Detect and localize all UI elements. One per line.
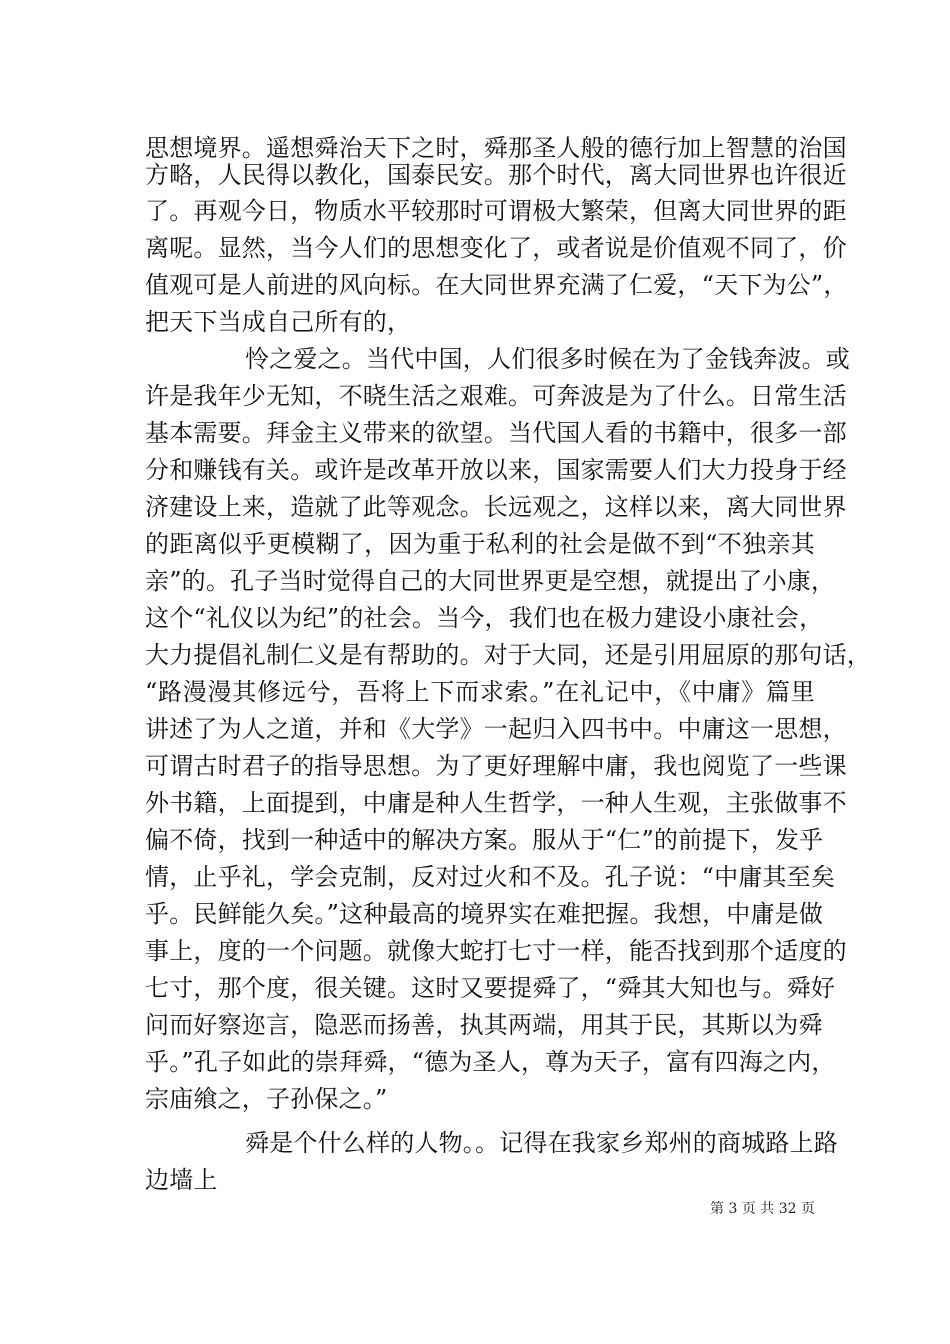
text-line: 讲述了为人之道，并和《大学》一起归入四书中。中庸这一思想， (145, 715, 847, 743)
text-line: 宗庙飨之，子孙保之。” (145, 1085, 388, 1113)
text-line: 边墙上 (145, 1166, 218, 1194)
text-line: 外书籍，上面提到，中庸是种人生哲学，一种人生观，主张做事不 (145, 789, 847, 817)
text-line: 问而好察迩言，隐恶而扬善，执其两端，用其于民，其斯以为舜 (145, 1011, 823, 1039)
text-line: 亲”的。孔子当时觉得自己的大同世界更是空想，就提出了小康， (145, 567, 836, 595)
text-line: 离呢。显然，当今人们的思想变化了，或者说是价值观不同了，价 (145, 234, 847, 262)
text-line: 思想境界。遥想舜治天下之时，舜那圣人般的德行加上智慧的治国 (145, 134, 847, 162)
text-line: 许是我年少无知，不晓生活之艰难。可奔波是为了什么。日常生活 (145, 382, 847, 410)
paragraph-first-line: 舜是个什么样的人物。。记得在我家乡郑州的商城路上路 (245, 1129, 838, 1157)
text-line: 基本需要。拜金主义带来的欲望。当代国人看的书籍中，很多一部 (145, 419, 847, 447)
text-line: 情，止乎礼，学会克制，反对过火和不及。孔子说：“中庸其至矣 (145, 863, 836, 891)
text-line: 七寸，那个度，很关键。这时又要提舜了，“舜其大知也与。舜好 (145, 974, 836, 1002)
text-line: 可谓古时君子的指导思想。为了更好理解中庸，我也阅览了一些课 (145, 752, 847, 780)
text-line: 了。再观今日，物质水平较那时可谓极大繁荣，但离大同世界的距 (145, 197, 847, 225)
text-line: 把天下当成自己所有的， (145, 308, 412, 336)
text-line: 这个“礼仪以为纪”的社会。当今，我们也在极力建设小康社会， (145, 604, 824, 632)
text-line: 分和赚钱有关。或许是改革开放以来，国家需要人们大力投身于经 (145, 456, 847, 484)
page-number-footer: 第 3 页 共 32 页 (710, 1201, 815, 1217)
text-line: 济建设上来，造就了此等观念。长远观之，这样以来，离大同世界 (145, 493, 847, 521)
text-line: 的距离似乎更模糊了，因为重于私利的社会是做不到“不独亲其 (145, 530, 815, 558)
text-line: 偏不倚，找到一种适中的解决方案。服从于“仁”的前提下，发乎 (145, 826, 824, 854)
text-line: “路漫漫其修远兮，吾将上下而求索。”在礼记中，《中庸》篇里 (145, 678, 815, 706)
text-line: 方略，人民得以教化，国泰民安。那个时代，离大同世界也许很近 (145, 161, 847, 189)
text-line: 大力提倡礼制仁义是有帮助的。对于大同，还是引用屈原的那句话， (145, 641, 871, 669)
paragraph-first-line: 怜之爱之。当代中国，人们很多时候在为了金钱奔波。或 (245, 345, 850, 373)
text-line: 值观可是人前进的风向标。在大同世界充满了仁爱，“天下为公”， (145, 271, 848, 299)
text-line: 事上，度的一个问题。就像大蛇打七寸一样，能否找到那个适度的 (145, 937, 847, 965)
text-line: 乎。”孔子如此的崇拜舜，“德为圣人，尊为天子，富有四海之内， (145, 1048, 836, 1076)
text-line: 乎。民鲜能久矣。”这种最高的境界实在难把握。我想，中庸是做 (145, 900, 824, 928)
